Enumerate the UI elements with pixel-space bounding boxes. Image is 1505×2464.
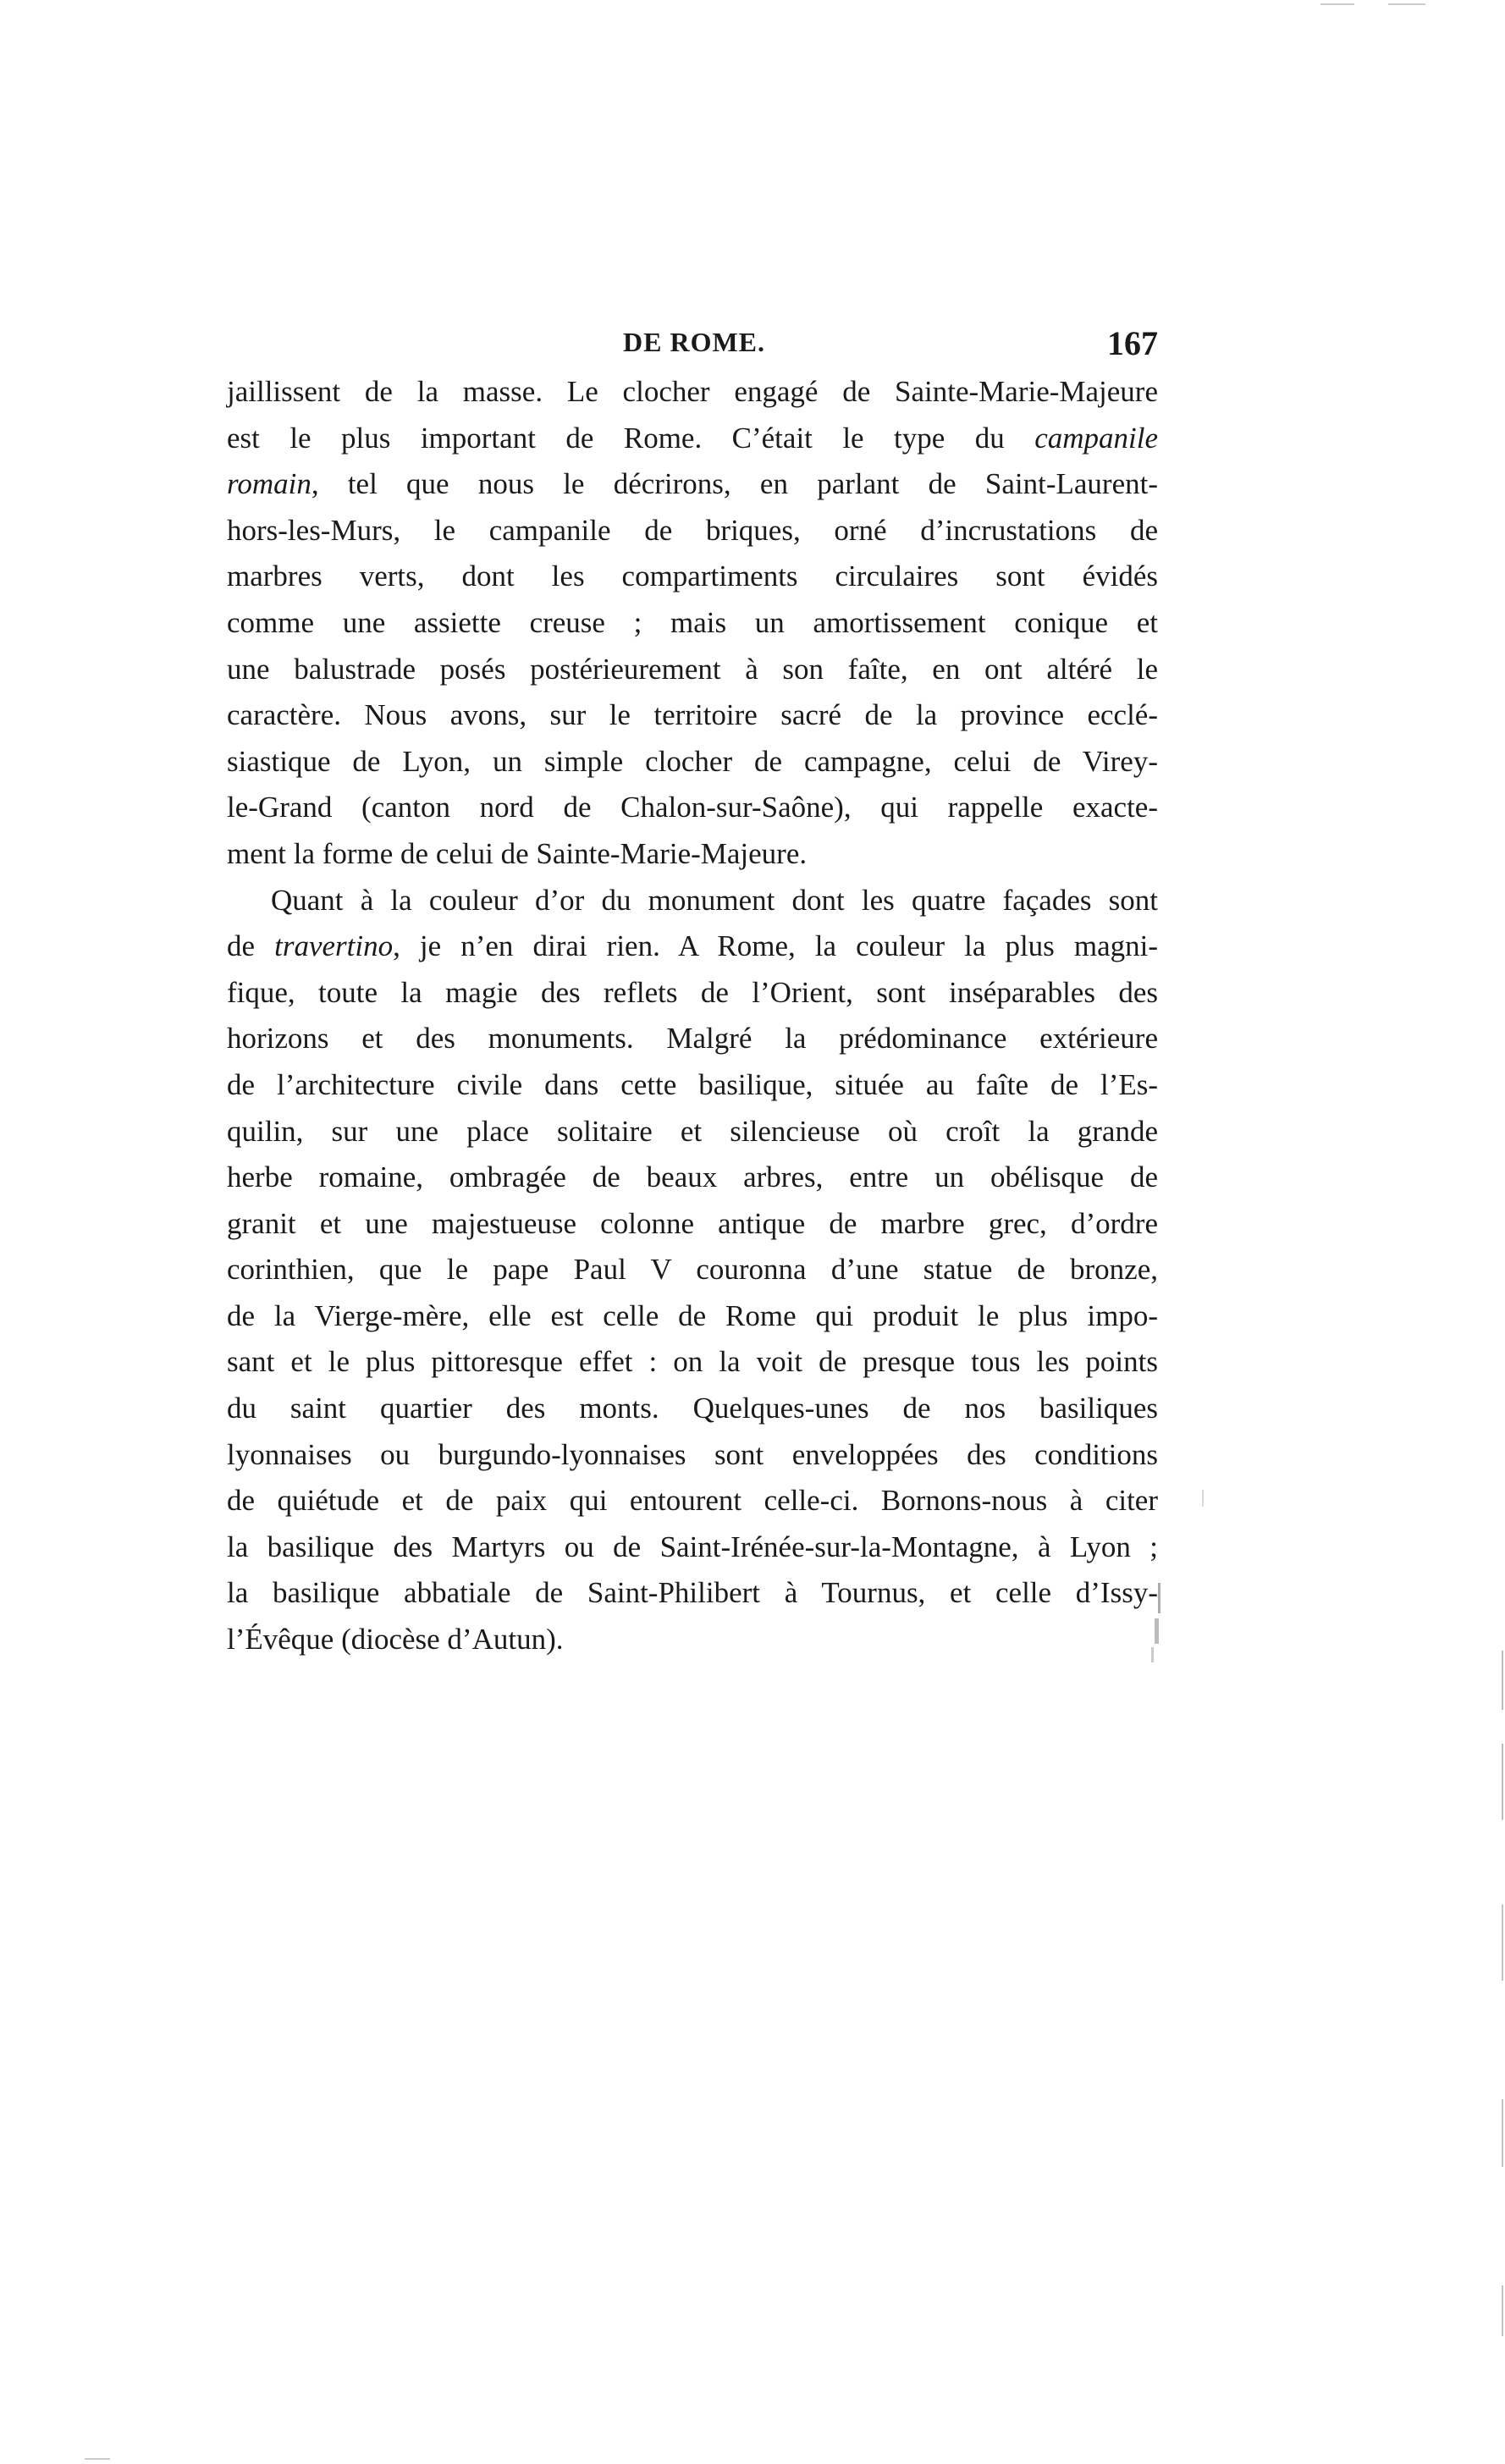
text-segment: de la Vierge-mère, elle est celle de Rome qui produit le plus impo- <box>227 1298 1158 1332</box>
text-line <box>227 878 1158 924</box>
text-line <box>227 1524 1158 1571</box>
text-line <box>227 1293 1158 1340</box>
text-segment: , tel que nous le décrirons, en parlant de Saint-Laurent- <box>311 467 1158 501</box>
text-line <box>227 600 1158 647</box>
italic-term: travertino <box>274 929 394 963</box>
text-line <box>227 554 1158 600</box>
text-line <box>227 369 1158 416</box>
text-segment: corinthien, que le pape Paul V couronna d’une statue de bronze, <box>227 1253 1158 1287</box>
text-segment: du saint quartier des monts. Quelques-unes de nos basiliques <box>227 1392 1158 1425</box>
text-segment: caractère. Nous avons, sur le territoire sacré de la province ecclé- <box>227 698 1158 732</box>
page-number: 167 <box>1107 324 1158 362</box>
text-line <box>227 923 1158 970</box>
text-segment: quilin, sur une place solitaire et silencieuse où croît la grande <box>227 1114 1158 1148</box>
text-segment: siastique de Lyon, un simple clocher de campagne, celui de Virey- <box>227 744 1158 778</box>
text-line <box>227 1432 1158 1479</box>
text-line <box>227 1478 1158 1524</box>
text-line <box>227 970 1158 1017</box>
text-line <box>227 416 1158 462</box>
text-segment: sant et le plus pittoresque effet : on la voit de presque tous les points <box>227 1345 1158 1379</box>
text-line <box>227 739 1158 786</box>
text-line <box>227 1247 1158 1293</box>
text-line <box>227 1339 1158 1386</box>
text-line <box>227 1155 1158 1201</box>
text-segment: comme une assiette creuse ; mais un amortissement conique et <box>227 605 1158 639</box>
page-header <box>227 323 1158 374</box>
text-line <box>227 1570 1158 1617</box>
scan-mark <box>1502 2099 1503 2167</box>
italic-term: campanile <box>1034 421 1158 455</box>
text-segment: de <box>227 929 275 963</box>
text-line <box>227 1109 1158 1155</box>
text-segment: ment la forme de celui de Sainte-Marie-Majeure. <box>227 836 808 870</box>
text-segment: la basilique des Martyrs ou de Saint-Irénée-sur-la-Montagne, à Lyon ; <box>227 1530 1158 1563</box>
text-line <box>227 508 1158 554</box>
text-segment: horizons et des monuments. Malgré la prédominance extérieure <box>227 1022 1158 1056</box>
running-title: DE ROME. <box>623 327 765 357</box>
text-segment: marbres verts, dont les compartiments circulaires sont évidés <box>227 559 1158 593</box>
scan-mark <box>1202 1490 1204 1507</box>
text-segment: de quiétude et de paix qui entourent celle-ci. Bornons-nous à citer <box>227 1484 1158 1518</box>
text-line <box>227 647 1158 693</box>
scan-mark <box>85 2458 110 2460</box>
text-segment: le-Grand (canton nord de Chalon-sur-Saône), qui rappelle exacte- <box>227 791 1158 824</box>
scan-mark <box>1502 1651 1503 1710</box>
text-segment: hors-les-Murs, le campanile de briques, orné d’incrustations de <box>227 513 1158 547</box>
scan-mark <box>1155 1618 1159 1644</box>
text-line <box>227 692 1158 739</box>
text-line <box>227 785 1158 831</box>
scan-mark <box>1388 3 1425 5</box>
text-line <box>227 831 1158 878</box>
scan-mark <box>1151 1647 1154 1662</box>
text-line <box>227 1062 1158 1109</box>
text-line <box>227 461 1158 508</box>
body-text <box>227 369 1158 1663</box>
scan-mark <box>1320 3 1354 5</box>
text-line <box>227 1016 1158 1062</box>
text-segment: granit et une majestueuse colonne antique de marbre grec, d’ordre <box>227 1206 1158 1240</box>
text-segment: jaillissent de la masse. Le clocher engagé de Sainte-Marie-Majeure <box>227 375 1158 408</box>
text-segment: l’Évêque (diocèse d’Autun). <box>227 1623 564 1656</box>
text-segment: est le plus important de Rome. C’était le type du <box>227 421 1035 455</box>
text-line <box>227 1201 1158 1248</box>
text-segment: , je n’en dirai rien. A Rome, la couleur la plus magni- <box>393 929 1158 963</box>
text-segment: une balustrade posés postérieurement à son faîte, en ont altéré le <box>227 652 1158 686</box>
text-line <box>227 1386 1158 1432</box>
text-segment: de l’architecture civile dans cette basilique, située au faîte de l’Es- <box>227 1067 1158 1101</box>
text-segment: la basilique abbatiale de Saint-Philibert à Tournus, et celle d’Issy- <box>227 1576 1158 1610</box>
text-segment: herbe romaine, ombragée de beaux arbres, entre un obélisque de <box>227 1160 1158 1194</box>
text-segment: fique, toute la magie des reflets de l’Orient, sont inséparables des <box>227 975 1158 1009</box>
scan-mark <box>1158 1583 1160 1613</box>
scan-mark <box>1502 1905 1503 1981</box>
scan-mark <box>1502 2285 1503 2336</box>
italic-term: romain <box>227 467 311 501</box>
text-line <box>227 1617 1158 1663</box>
text-segment: lyonnaises ou burgundo-lyonnaises sont enveloppées des conditions <box>227 1437 1158 1471</box>
scan-mark <box>1502 1744 1503 1820</box>
text-segment: Quant à la couleur d’or du monument dont les quatre façades sont <box>271 883 1158 917</box>
